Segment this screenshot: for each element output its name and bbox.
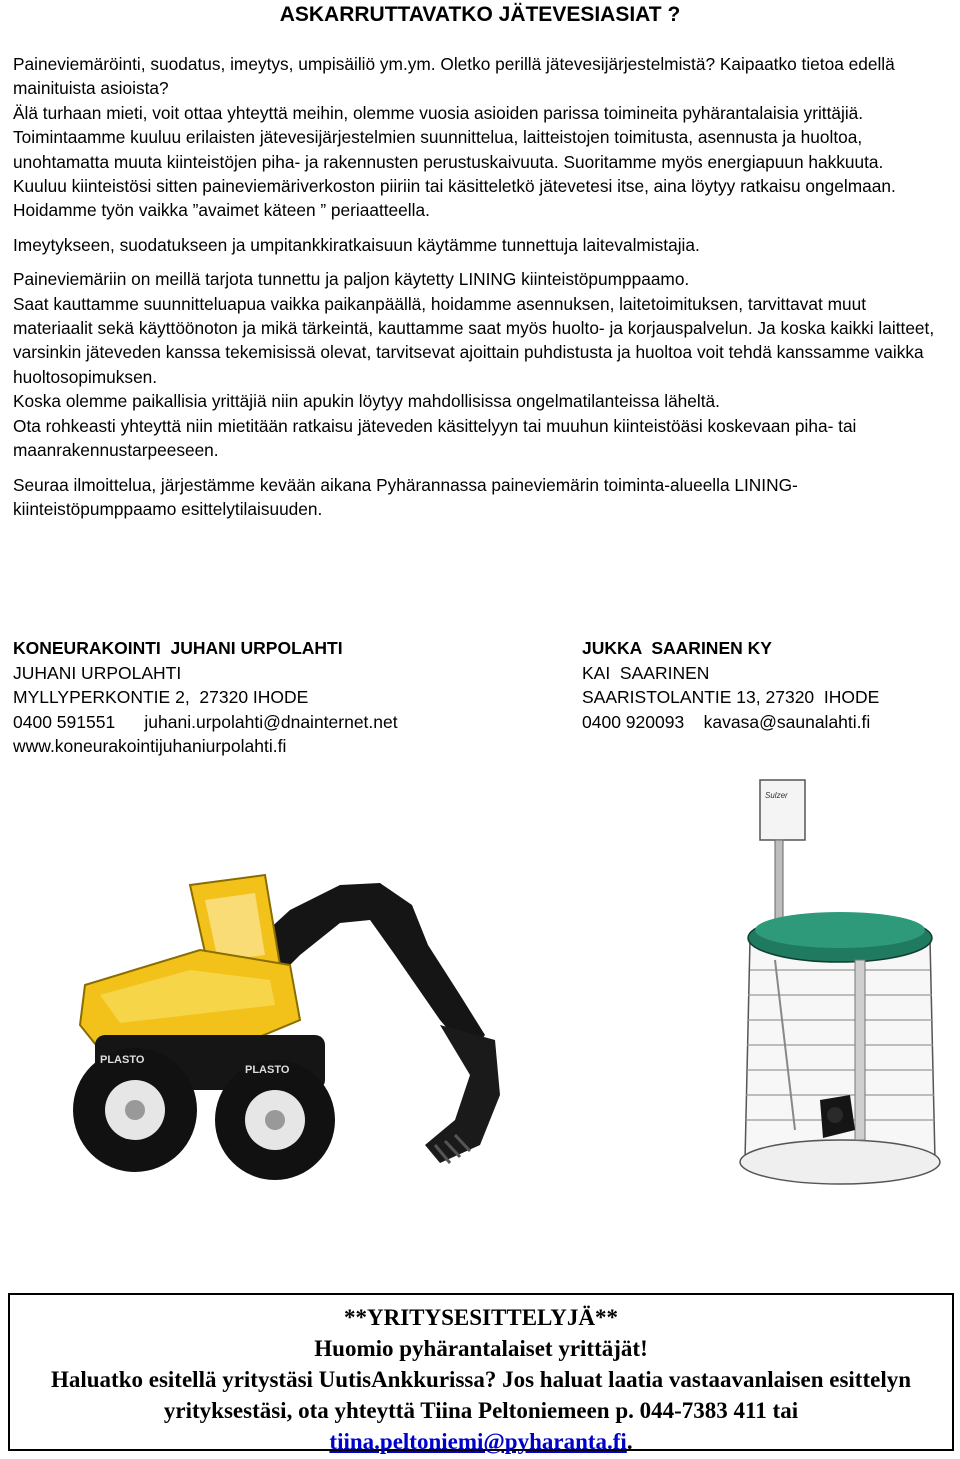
brand-label: PLASTO [100,1054,145,1066]
contact-website[interactable]: www.koneurakointijuhaniurpolahti.fi [13,736,287,757]
brand-label: PLASTO [245,1064,290,1076]
promo-contact: tiina.peltoniemi@pyharanta.fi. [329,1429,633,1454]
article-body [13,52,945,521]
paragraph: Ota rohkeasti yhteyttä niin mietitään ratkaisu jäteveden käsittelyyn tai muuhun kiinteistöäsi koskevaan piha- tai maanrakennustarpeeseen. [13,415,857,461]
contact-address: SAARISTOLANTIE 13, 27320 IHODE [582,687,880,708]
promo-text: Haluatko esitellä yritystäsi UutisAnkkurissa? Jos haluat laatia vastaavanlaisen esittelyn yrityksestäsi, ota yhteyttä Tiina Peltoniemeen p. 044-7383 411 tai [50,1367,912,1423]
contact-person: KAI SAARINEN [582,662,710,683]
promo-heading: **YRITYSESITTELYJÄ** [344,1305,618,1330]
paragraph: Paineviemäröinti, suodatus, imeytys, umpisäiliö ym.ym. Oletko perillä jätevesijärjestelmistä? Kaipaatko tietoa edellä mainituista asioista? [13,54,895,99]
promo-box [8,1293,954,1454]
promo-email-link[interactable]: tiina.peltoniemi@pyharanta.fi [329,1429,627,1454]
paragraph: Hoidamme työn vaikka ”avaimet käteen ” periaatteella. [13,200,430,221]
paragraph: Seuraa ilmoittelua, järjestämme kevään aikana Pyhärannassa paineviemärin toiminta-alueella LINING-kiinteistöpumppaamo esittelytilaisuuden. [13,474,798,519]
paragraph: Älä turhaan mieti, voit ottaa yhteyttä meihin, olemme vuosia asioiden parissa toimineita pyhärantalaisia yrittäjiä. Toimintaamme kuuluu erilaisten jätevesijärjestelmien suunnittelua, laitteistojen toimitusta, asennusta ja huoltoa, unohtamatta muuta kiinteistöjen piha- ja rakennusten perustuskaivuuta. Suoritamme myös energiapuun hakkuuta. [13,102,884,172]
paragraph: Imeytykseen, suodatukseen ja umpitankkiratkaisuun käytämme tunnettuja laitevalmistajia. [13,234,700,255]
promo-subheading: Huomio pyhärantalaiset yrittäjät! [314,1336,648,1361]
wheel-icon [215,1060,335,1180]
paragraph: Paineviemäriin on meillä tarjota tunnettu ja paljon käytetty LINING kiinteistöpumppaamo. [13,269,690,290]
pump-station-image [735,770,950,1200]
contact-phone-email [582,710,879,735]
excavator-image [40,845,510,1200]
contact-phone-email [13,710,398,735]
brand-label: Sulzer [765,791,788,800]
contact-phone: 0400 591551 [13,711,116,732]
control-box [760,780,805,840]
page-title: ASKARRUTTAVATKO JÄTEVESIASIAT ? [279,3,681,26]
contact-email[interactable]: kavasa@saunalahti.fi [703,711,871,732]
contact-person: JUHANI URPOLAHTI [13,662,182,683]
company-name: JUKKA SAARINEN KY [582,638,772,658]
contact-right [582,636,879,734]
paragraph: Saat kauttamme suunnitteluapua vaikka paikanpäällä, hoidamme asennuksen, laitetoimituksen, tarvittavat muut materiaalit sekä käyttöönoton ja mikä tärkeintä, kauttamme saat myös huolto- ja korjauspalvelun. Ja koska kaikki laitteet, varsinkin jäteveden kanssa tekemisissä olevat, tarvitsevat ajoittain puhdistusta ja huoltoa voit tehdä kanssamme vaikka huoltosopimuksen. [13,293,935,387]
paragraph: Kuuluu kiinteistösi sitten paineviemäriverkoston piiriin tai käsitteletkö jätevetesi itse, aina löytyy ratkaisu ongelmaan. [13,176,896,197]
wheel-icon [73,1048,197,1172]
company-name: KONEURAKOINTI JUHANI URPOLAHTI [13,638,343,658]
paragraph: Koska olemme paikallisia yrittäjiä niin apukin löytyy mahdollisissa ongelmatilanteissa läheltä. [13,391,720,412]
contact-email[interactable]: juhani.urpolahti@dnainternet.net [144,711,398,732]
contact-phone: 0400 920093 [582,711,685,732]
contact-left [13,636,398,759]
contact-address: MYLLYPERKONTIE 2, 27320 IHODE [13,687,309,708]
